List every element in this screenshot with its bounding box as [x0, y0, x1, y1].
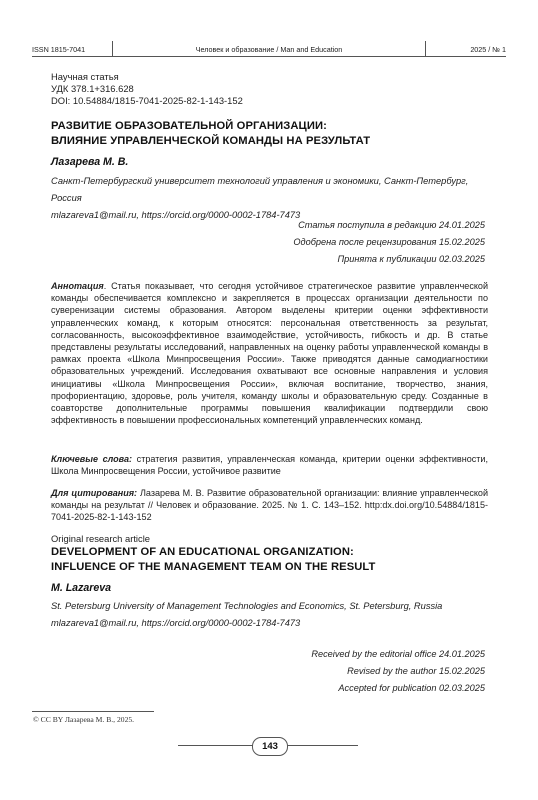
publication-dates-en — [311, 646, 485, 697]
accepted-date: Принята к публикации 02.03.2025 — [337, 254, 485, 264]
received-date: Статья поступила в редакцию 24.01.2025 — [298, 220, 485, 230]
citation-label: Для цитирования: — [51, 488, 138, 498]
udc-code: УДК 378.1+316.628 — [51, 83, 134, 94]
affiliation-en — [51, 598, 501, 632]
issue-number: 2025 / № 1 — [470, 45, 506, 54]
revised-date: Revised by the author 15.02.2025 — [347, 666, 485, 676]
abstract — [51, 280, 488, 426]
page-number: 143 — [252, 737, 288, 756]
header-rule — [32, 56, 506, 57]
article-title-en — [51, 545, 491, 575]
article-type: Научная статья — [51, 71, 119, 82]
issn: ISSN 1815-7041 — [32, 45, 86, 54]
title-line: ВЛИЯНИЕ УПРАВЛЕНЧЕСКОЙ КОМАНДЫ НА РЕЗУЛЬТАТ — [51, 135, 371, 147]
title-line: INFLUENCE OF THE MANAGEMENT TEAM ON THE RESULT — [51, 561, 376, 573]
license-footnote: © CC BY Лазарева М. В., 2025. — [33, 715, 135, 724]
author-contacts: mlazareva1@mail.ru, https://orcid.org/0000-0002-1784-7473 — [51, 210, 301, 220]
journal-name: Человек и образование / Man and Education — [195, 45, 343, 54]
article-title-ru — [51, 119, 491, 149]
footnote-rule — [32, 711, 154, 712]
received-date: Received by the editorial office 24.01.2025 — [311, 649, 485, 659]
publication-dates-ru — [293, 217, 485, 268]
author-name-ru: Лазарева М. В. — [51, 156, 129, 168]
keywords-text: стратегия развития, управленческая команда, критерии оценки эффективности, Школа Минпросвещения России, устойчивое развитие — [51, 454, 488, 477]
citation — [51, 487, 488, 524]
header-divider — [425, 41, 426, 56]
affiliation-text: St. Petersburg University of Management Technologies and Economics, St. Petersburg, Russia — [51, 601, 443, 611]
abstract-label: Аннотация — [51, 281, 104, 291]
title-line: DEVELOPMENT OF AN EDUCATIONAL ORGANIZATION: — [51, 546, 354, 558]
keywords-label: Ключевые слова: — [51, 454, 133, 464]
title-line: РАЗВИТИЕ ОБРАЗОВАТЕЛЬНОЙ ОРГАНИЗАЦИИ: — [51, 120, 327, 132]
article-meta — [51, 71, 243, 107]
revised-date: Одобрена после рецензирования 15.02.2025 — [293, 237, 485, 247]
accepted-date: Accepted for publication 02.03.2025 — [338, 683, 485, 693]
author-contacts: mlazareva1@mail.ru, https://orcid.org/0000-0002-1784-7473 — [51, 618, 301, 628]
article-type-en: Original research article — [51, 533, 150, 544]
citation-text: Лазарева М. В. Развитие образовательной организации: влияние управленческой команды на результат // Человек и образование. 2025. № 1. С. 143–152. http:dx.doi.org/10.54884/1815-7041-2025-82-1-143-152 — [51, 488, 489, 523]
keywords — [51, 453, 488, 477]
doi: DOI: 10.54884/1815-7041-2025-82-1-143-152 — [51, 95, 243, 106]
author-name-en: M. Lazareva — [51, 582, 112, 594]
running-header — [32, 41, 506, 59]
affiliation-text: Санкт-Петербургский университет технологий управления и экономики, Санкт-Петербург, Россия — [51, 176, 469, 203]
abstract-text: . Статья показывает, что сегодня устойчивое стратегическое развитие управленческой команды обеспечивается комплексно и закрепляется в процессах организации деятельности по суверенизации системы образования. Автором выделены критерии оценки эффективности управленческих команд, к которым относятся: персональная ответственность за результат, согласованность, высокоэффективное взаимодействие, устойчивость, гибкость и др. В статье представлены результаты исследований, направленных на оценку работы управленческой команды в рамках проекта «Школа Минпросвещения России». Также приводятся данные самодиагностики образовательных учреждений. Исследования охватывают все основные направления и условия инициативы «Школа Минпросвещения России», включая воспитание, творчество, знания, профориентацию, здоровье, роль учителя, команду школы и образовательную среду. Созданные в соавторстве дополнительные программы повышения квалификации подтвердили свою эффективность в повышении профессиональных компетенций управленческих команд. — [51, 281, 488, 426]
